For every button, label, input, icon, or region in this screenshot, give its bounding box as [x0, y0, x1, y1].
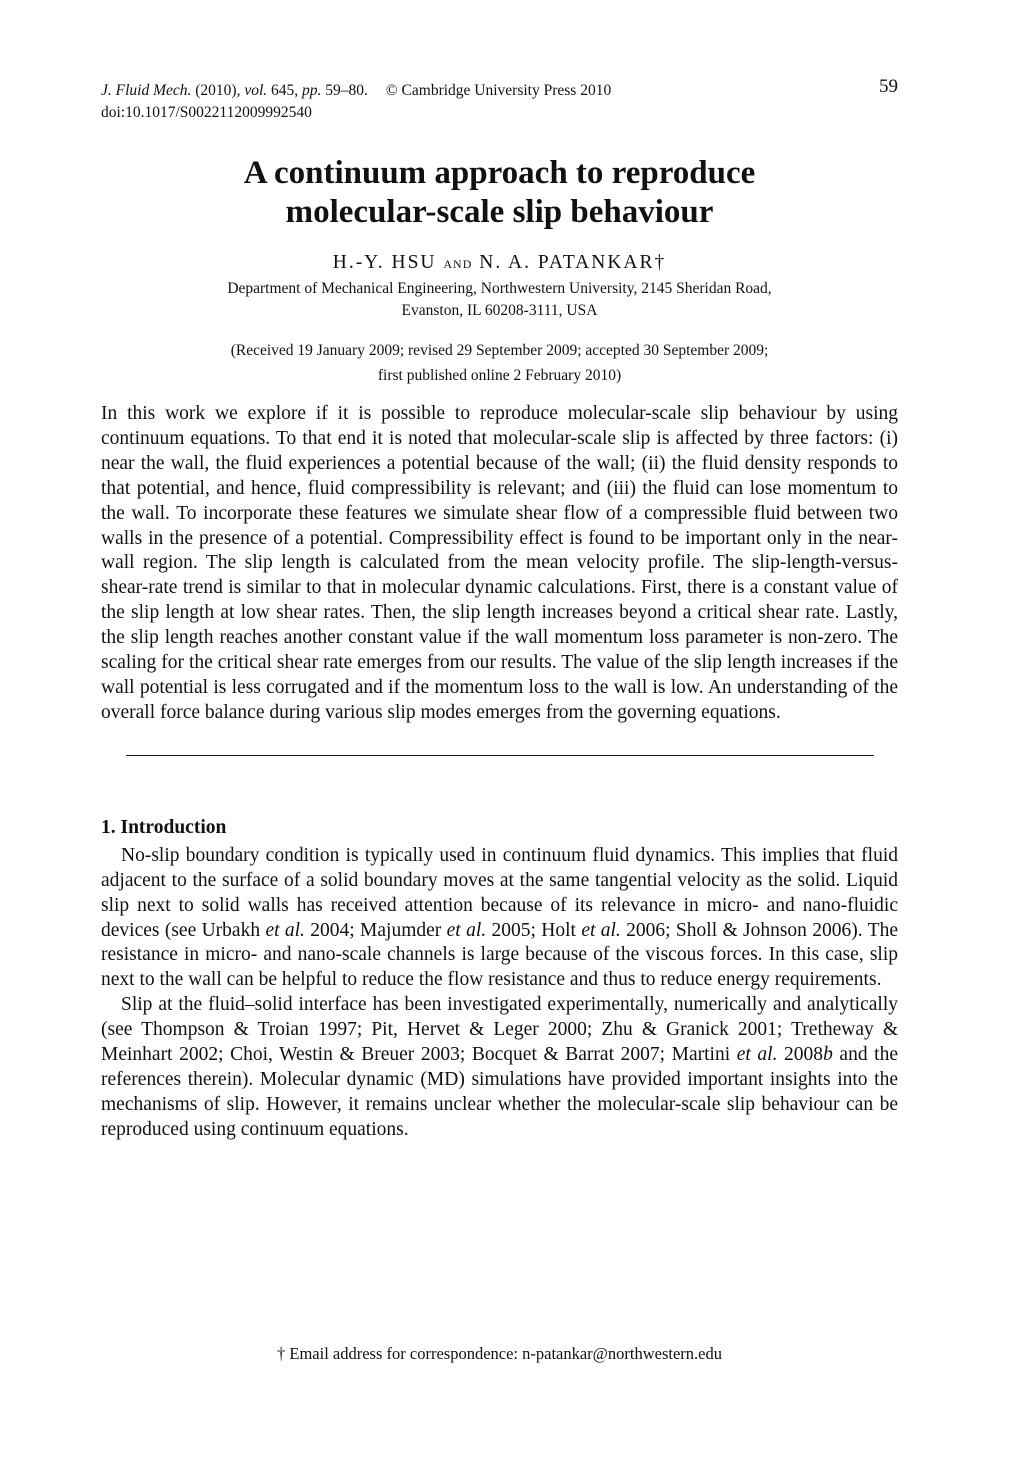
doi: doi:10.1017/S0022112009992540: [101, 104, 312, 121]
abstract: In this work we explore if it is possible to reproduce molecular-scale slip behaviour by using continuum equations. To that end it is noted that molecular-scale slip is affected by three factors: (i) near the wall, the fluid experiences a potential because of the wall; (ii) the fluid density responds to that potential, and hence, fluid compressibility is relevant; and (iii) the fluid can lose momentum to the wall. To incorporate these features we simulate shear flow of a compressible fluid between two walls in the presence of a potential. Compressibility effect is found to be important only in the near-wall region. The slip length is calculated from the mean velocity profile. The slip-length-versus-shear-rate trend is similar to that in molecular dynamic calculations. First, there is a constant value of the slip length at low shear rates. Then, the slip length increases beyond a critical shear rate. Lastly, the slip length reaches another constant value if the wall momentum loss parameter is non-zero. The scaling for the critical shear rate emerges from our results. The value of the slip length increases if the wall potential is less corrugated and if the momentum loss to the wall is low. An understanding of the overall force balance during various slip modes emerges from the governing equations.: [101, 403, 898, 723]
affiliation: [101, 278, 898, 322]
intro-paragraph-1: [101, 844, 898, 993]
volume: 645,: [271, 82, 299, 99]
text-run: 2008: [777, 1044, 824, 1066]
copyright-notice: © Cambridge University Press 2010: [385, 82, 612, 99]
text-run: 2006; Sholl & Johnson 2006). The resistance in micro- and nano-scale channels is large because of the viscous forces. In this case, slip next to the wall can be helpful to reduce the flow resistance and thus to reduce energy requirements.: [101, 919, 898, 991]
section-heading-introduction: 1. Introduction: [101, 816, 227, 838]
correspondence-footnote: † Email address for correspondence: n-patankar@northwestern.edu: [277, 1344, 722, 1363]
received-dates: [101, 338, 898, 388]
affiliation-line-1: Department of Mechanical Engineering, Northwestern University, 2145 Sheridan Road,: [227, 280, 772, 297]
author-hsu: H.-Y. HSU: [332, 252, 437, 273]
paper-page: [101, 76, 899, 1143]
received-line-2: first published online 2 February 2010): [377, 367, 622, 384]
author-join: and: [443, 253, 473, 272]
text-italic: et al.: [736, 1044, 778, 1066]
text-italic: et al.: [265, 919, 305, 941]
text-run: 2004; Majumder: [304, 919, 447, 941]
abstract-divider: [126, 755, 874, 756]
running-header: [101, 76, 898, 128]
journal-name: J. Fluid Mech.: [101, 82, 192, 99]
text-run: 2005; Holt: [486, 919, 582, 941]
page-number: 59: [879, 76, 898, 97]
author-list: [101, 252, 898, 274]
received-line-1: (Received 19 January 2009; revised 29 September 2009; accepted 30 September 2009;: [230, 342, 769, 359]
citation-line: [101, 80, 898, 102]
journal-year: (2010),: [195, 82, 241, 99]
affiliation-line-2: Evanston, IL 60208-3111, USA: [401, 302, 598, 319]
title-line-2: molecular-scale slip behaviour: [285, 194, 714, 230]
text-italic: b: [823, 1044, 833, 1066]
vol-label: vol.: [244, 82, 268, 99]
text-italic: et al.: [446, 919, 487, 941]
paper-title: [101, 154, 898, 232]
text-run: and the references therein). Molecular dynamic (MD) simulations have provided important insights into the mechanisms of slip. However, it remains unclear whether the molecular-scale slip behaviour can be reproduced using continuum equations.: [101, 1044, 899, 1140]
text-italic: et al.: [581, 919, 621, 941]
pp-label: pp.: [302, 82, 322, 99]
text-run: No-slip boundary condition is typically used in continuum fluid dynamics. This implies that fluid adjacent to the surface of a solid boundary moves at the same tangential velocity as the solid. Liquid slip next to solid walls has received attention because of its relevance in micro- and nano-fluidic devices (see Urbakh: [101, 844, 898, 941]
page-range: 59–80.: [325, 82, 368, 99]
journal-citation: [101, 82, 368, 99]
text-run: Slip at the fluid–solid interface has been investigated experimentally, numerically and analytically (see Thompson & Troian 1997; Pit, Hervet & Leger 2000; Zhu & Granick 2001; Tretheway & Meinhart 2002; Choi, Westin & Breuer 2003; Bocquet & Barrat 2007; Martini: [101, 994, 898, 1066]
title-line-1: A continuum approach to reproduce: [243, 155, 756, 191]
intro-paragraph-2: [101, 993, 898, 1142]
author-patankar: N. A. PATANKAR†: [479, 252, 667, 273]
